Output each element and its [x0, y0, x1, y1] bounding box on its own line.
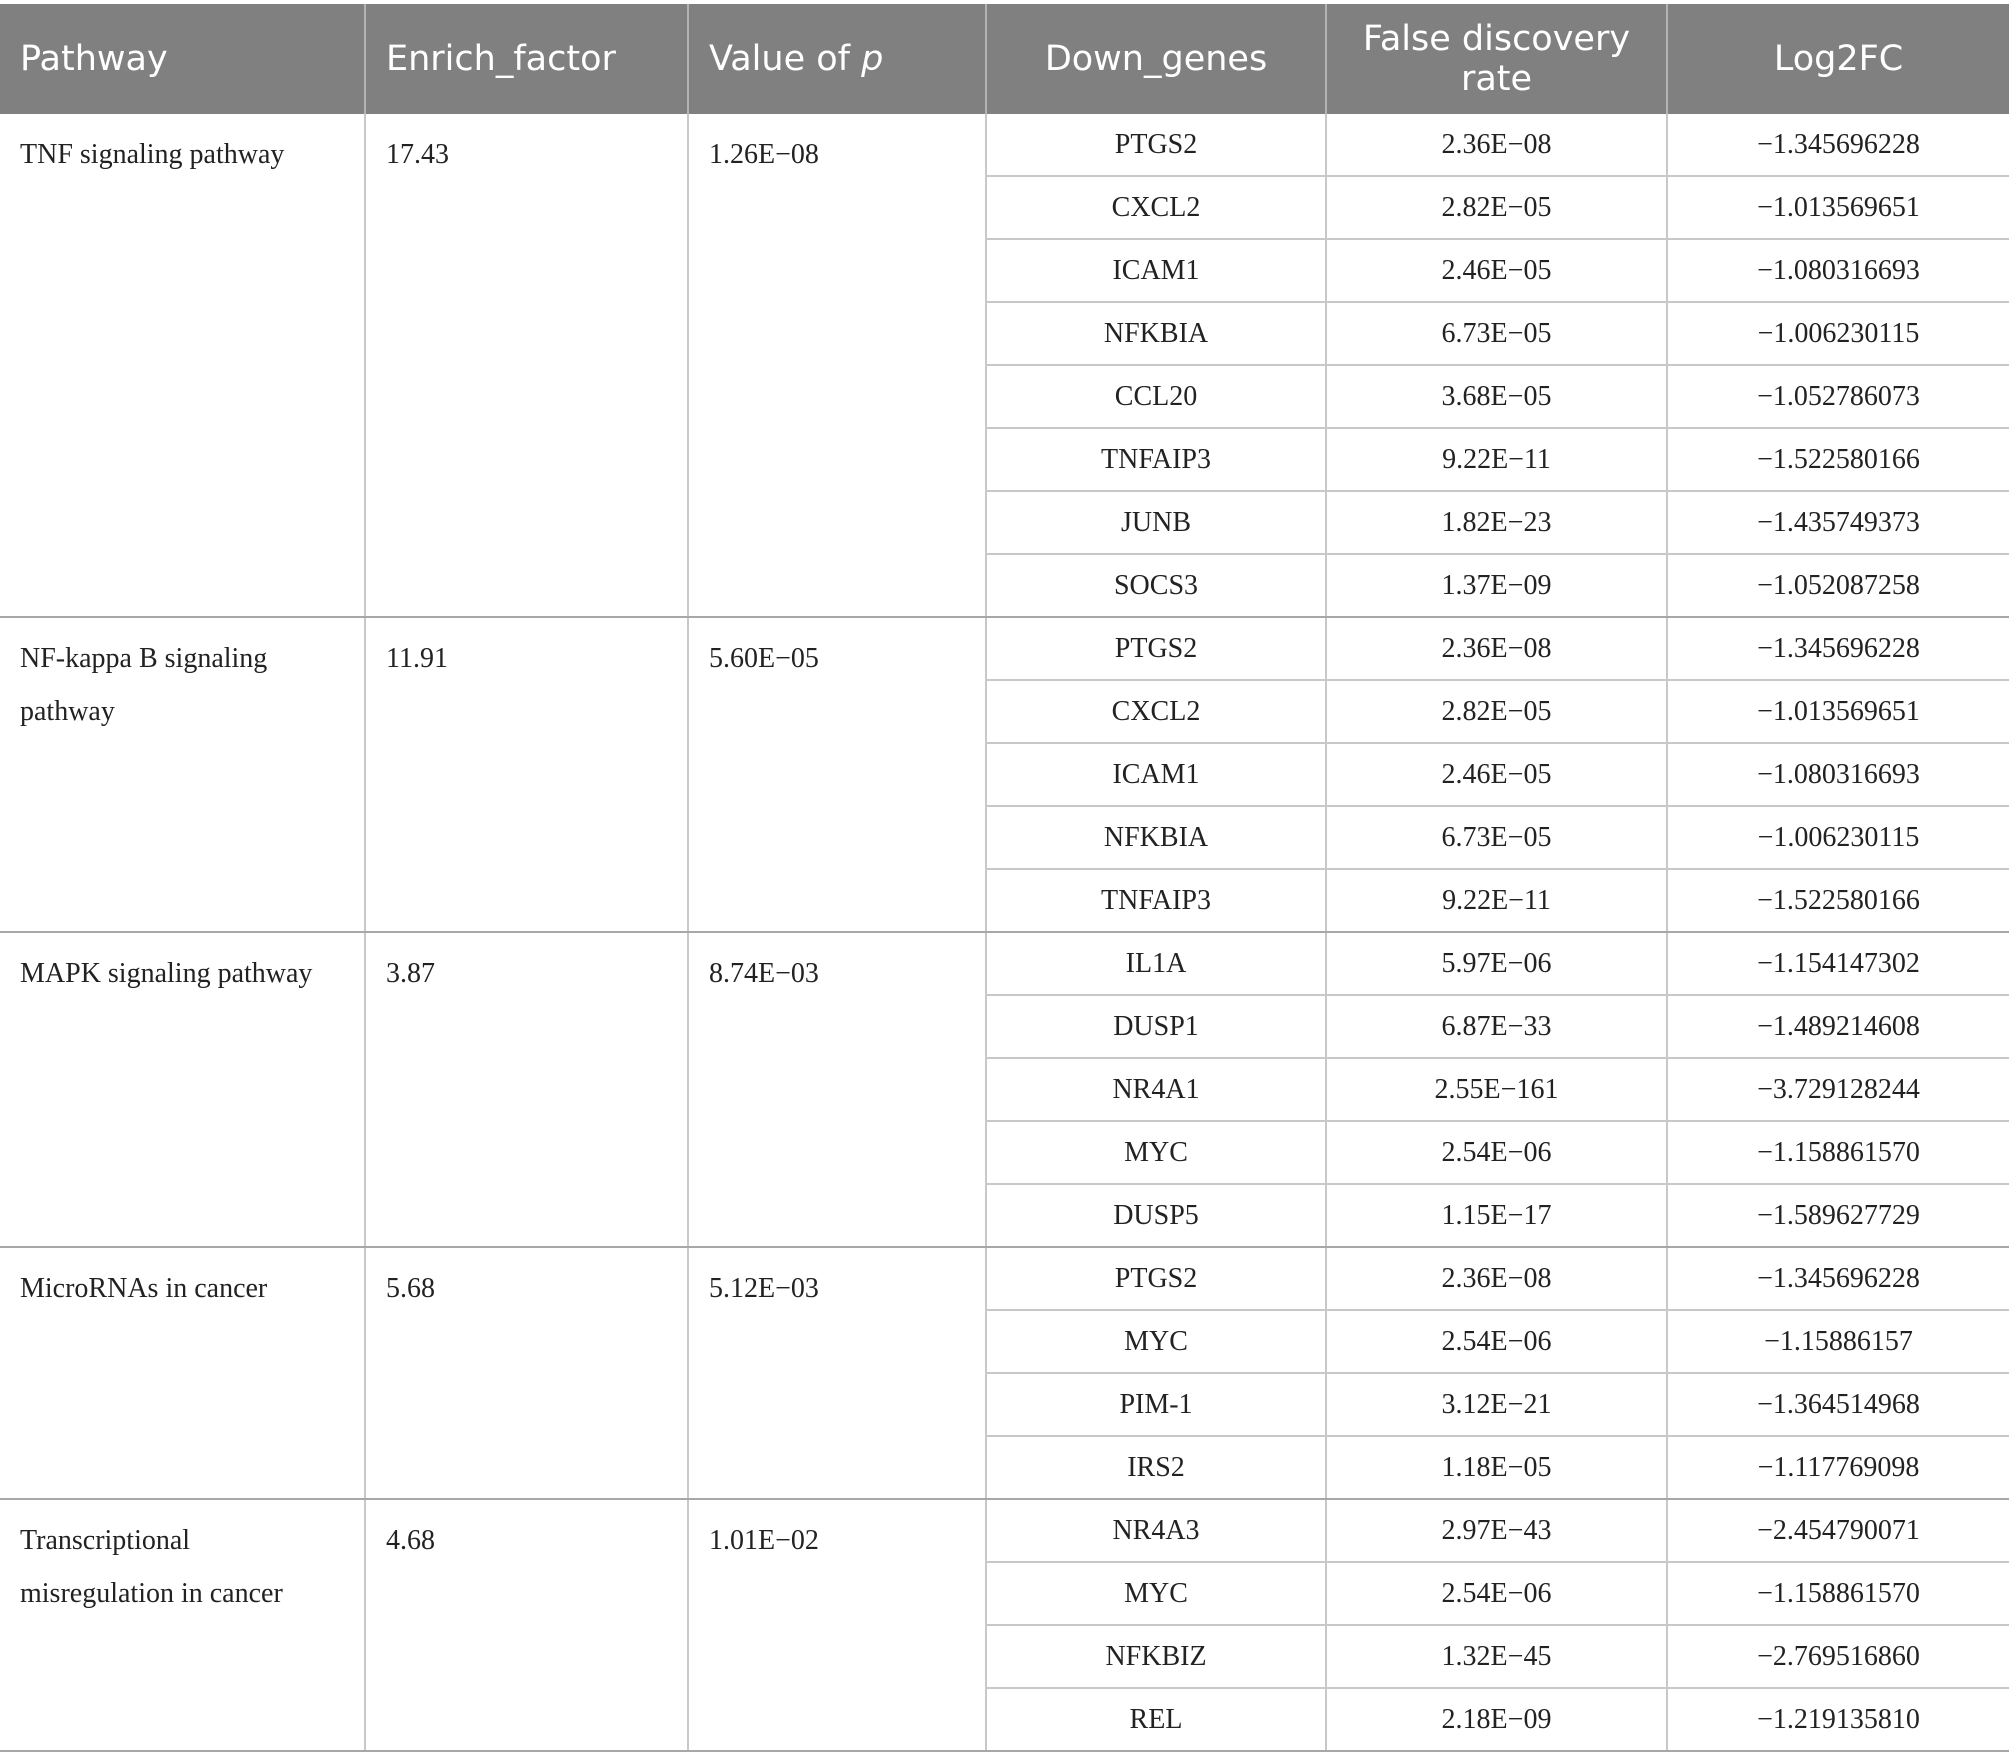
log2fc-cell: −1.345696228	[1667, 1247, 2009, 1310]
header-log2fc: Log2FC	[1667, 4, 2009, 114]
fdr-cell: 9.22E−11	[1326, 428, 1667, 491]
gene-cell: NR4A3	[986, 1499, 1326, 1562]
enrich-factor-cell: 4.68	[365, 1499, 688, 1751]
fdr-cell: 2.82E−05	[1326, 680, 1667, 743]
gene-cell: ICAM1	[986, 743, 1326, 806]
pathway-cell: MicroRNAs in cancer	[0, 1247, 365, 1499]
gene-cell: PTGS2	[986, 617, 1326, 680]
gene-cell: PTGS2	[986, 114, 1326, 176]
gene-cell: NFKBIA	[986, 302, 1326, 365]
gene-cell: CCL20	[986, 365, 1326, 428]
log2fc-cell: −1.219135810	[1667, 1688, 2009, 1751]
table-header	[0, 4, 2009, 114]
p-value-cell: 8.74E−03	[688, 932, 986, 1247]
header-row	[0, 4, 2009, 114]
enrich-factor-cell: 11.91	[365, 617, 688, 932]
log2fc-cell: −1.006230115	[1667, 302, 2009, 365]
header-value-of-p-text: Value of	[709, 38, 862, 79]
log2fc-cell: −1.154147302	[1667, 932, 2009, 995]
p-value-cell: 1.26E−08	[688, 114, 986, 617]
log2fc-cell: −1.158861570	[1667, 1562, 2009, 1625]
header-value-of-p-italic: p	[861, 38, 884, 79]
header-value-of-p	[688, 4, 986, 114]
fdr-cell: 2.36E−08	[1326, 617, 1667, 680]
pathway-cell: TNF signaling pathway	[0, 114, 365, 617]
gene-cell: NFKBIZ	[986, 1625, 1326, 1688]
p-value-cell: 1.01E−02	[688, 1499, 986, 1751]
fdr-cell: 2.36E−08	[1326, 114, 1667, 176]
fdr-cell: 9.22E−11	[1326, 869, 1667, 932]
fdr-cell: 2.18E−09	[1326, 1688, 1667, 1751]
fdr-cell: 2.54E−06	[1326, 1310, 1667, 1373]
log2fc-cell: −1.013569651	[1667, 176, 2009, 239]
fdr-cell: 1.32E−45	[1326, 1625, 1667, 1688]
log2fc-cell: −1.080316693	[1667, 239, 2009, 302]
table-row	[0, 114, 2009, 176]
fdr-cell: 6.87E−33	[1326, 995, 1667, 1058]
fdr-cell: 2.82E−05	[1326, 176, 1667, 239]
fdr-cell: 2.54E−06	[1326, 1121, 1667, 1184]
header-enrich-factor: Enrich_factor	[365, 4, 688, 114]
fdr-cell: 1.37E−09	[1326, 554, 1667, 617]
header-fdr: False discovery rate	[1326, 4, 1667, 114]
log2fc-cell: −1.052087258	[1667, 554, 2009, 617]
header-down-genes: Down_genes	[986, 4, 1326, 114]
fdr-cell: 6.73E−05	[1326, 806, 1667, 869]
fdr-cell: 2.36E−08	[1326, 1247, 1667, 1310]
fdr-cell: 2.46E−05	[1326, 239, 1667, 302]
fdr-cell: 1.18E−05	[1326, 1436, 1667, 1499]
log2fc-cell: −1.589627729	[1667, 1184, 2009, 1247]
gene-cell: ICAM1	[986, 239, 1326, 302]
header-pathway: Pathway	[0, 4, 365, 114]
pathway-enrichment-table	[0, 4, 2009, 1752]
fdr-cell: 2.55E−161	[1326, 1058, 1667, 1121]
log2fc-cell: −1.345696228	[1667, 617, 2009, 680]
enrich-factor-cell: 17.43	[365, 114, 688, 617]
log2fc-cell: −1.158861570	[1667, 1121, 2009, 1184]
gene-cell: TNFAIP3	[986, 428, 1326, 491]
gene-cell: CXCL2	[986, 176, 1326, 239]
gene-cell: NR4A1	[986, 1058, 1326, 1121]
table-body	[0, 114, 2009, 1751]
log2fc-cell: −1.522580166	[1667, 428, 2009, 491]
fdr-cell: 6.73E−05	[1326, 302, 1667, 365]
log2fc-cell: −1.435749373	[1667, 491, 2009, 554]
log2fc-cell: −2.454790071	[1667, 1499, 2009, 1562]
gene-cell: REL	[986, 1688, 1326, 1751]
log2fc-cell: −1.489214608	[1667, 995, 2009, 1058]
table-row	[0, 617, 2009, 680]
gene-cell: TNFAIP3	[986, 869, 1326, 932]
enrich-factor-cell: 3.87	[365, 932, 688, 1247]
gene-cell: IL1A	[986, 932, 1326, 995]
table-row	[0, 1499, 2009, 1562]
pathway-cell: MAPK signaling pathway	[0, 932, 365, 1247]
log2fc-cell: −1.522580166	[1667, 869, 2009, 932]
log2fc-cell: −2.769516860	[1667, 1625, 2009, 1688]
gene-cell: MYC	[986, 1310, 1326, 1373]
gene-cell: MYC	[986, 1562, 1326, 1625]
log2fc-cell: −1.364514968	[1667, 1373, 2009, 1436]
gene-cell: PIM-1	[986, 1373, 1326, 1436]
gene-cell: MYC	[986, 1121, 1326, 1184]
pathway-cell: NF-kappa B signaling pathway	[0, 617, 365, 932]
table-row	[0, 932, 2009, 995]
gene-cell: CXCL2	[986, 680, 1326, 743]
table-row	[0, 1247, 2009, 1310]
log2fc-cell: −1.052786073	[1667, 365, 2009, 428]
gene-cell: PTGS2	[986, 1247, 1326, 1310]
p-value-cell: 5.12E−03	[688, 1247, 986, 1499]
log2fc-cell: −1.345696228	[1667, 114, 2009, 176]
fdr-cell: 2.97E−43	[1326, 1499, 1667, 1562]
fdr-cell: 3.68E−05	[1326, 365, 1667, 428]
gene-cell: JUNB	[986, 491, 1326, 554]
p-value-cell: 5.60E−05	[688, 617, 986, 932]
gene-cell: NFKBIA	[986, 806, 1326, 869]
fdr-cell: 1.82E−23	[1326, 491, 1667, 554]
log2fc-cell: −3.729128244	[1667, 1058, 2009, 1121]
log2fc-cell: −1.117769098	[1667, 1436, 2009, 1499]
log2fc-cell: −1.013569651	[1667, 680, 2009, 743]
log2fc-cell: −1.006230115	[1667, 806, 2009, 869]
log2fc-cell: −1.15886157	[1667, 1310, 2009, 1373]
gene-cell: DUSP1	[986, 995, 1326, 1058]
log2fc-cell: −1.080316693	[1667, 743, 2009, 806]
fdr-cell: 5.97E−06	[1326, 932, 1667, 995]
gene-cell: DUSP5	[986, 1184, 1326, 1247]
fdr-cell: 1.15E−17	[1326, 1184, 1667, 1247]
pathway-cell: Transcriptional misregulation in cancer	[0, 1499, 365, 1751]
fdr-cell: 2.54E−06	[1326, 1562, 1667, 1625]
gene-cell: IRS2	[986, 1436, 1326, 1499]
enrich-factor-cell: 5.68	[365, 1247, 688, 1499]
fdr-cell: 3.12E−21	[1326, 1373, 1667, 1436]
fdr-cell: 2.46E−05	[1326, 743, 1667, 806]
gene-cell: SOCS3	[986, 554, 1326, 617]
